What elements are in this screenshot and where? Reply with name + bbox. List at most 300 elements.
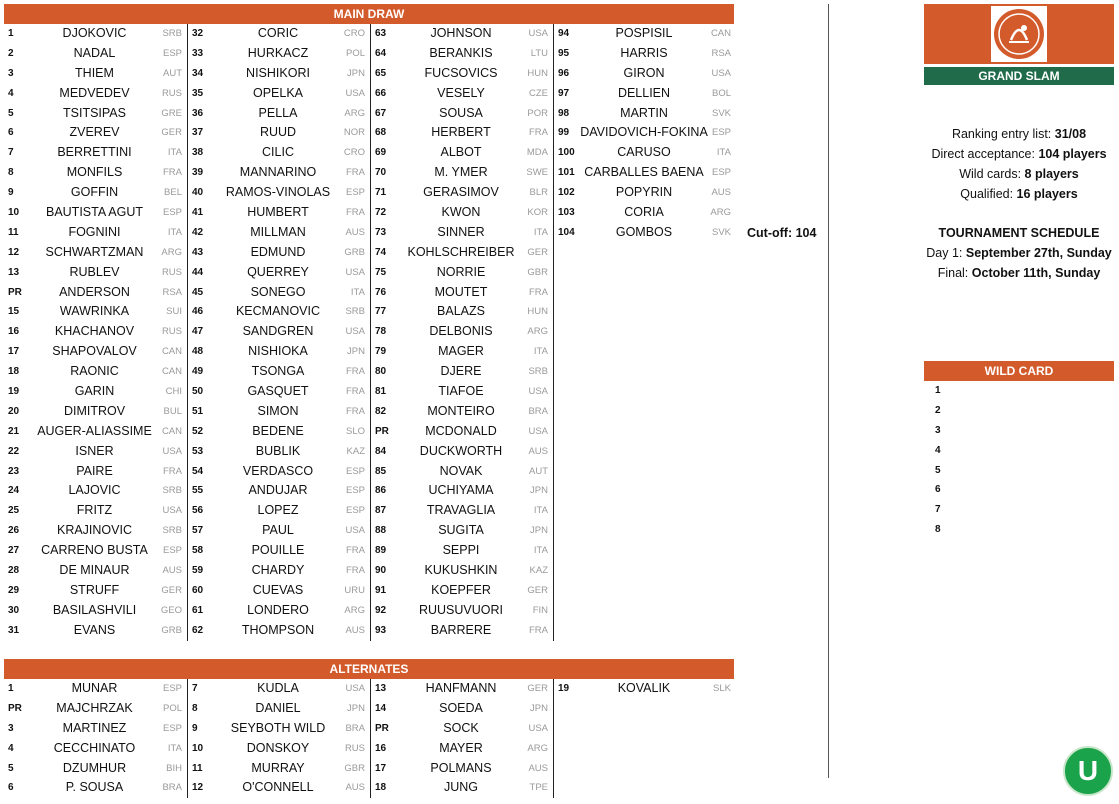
player-name: KOHLSCHREIBER — [407, 244, 515, 259]
seed-number: 11 — [8, 226, 19, 238]
main_draw-row — [371, 84, 553, 104]
player-name: EVANS — [73, 622, 116, 637]
seed-number: 86 — [375, 485, 387, 497]
country-code: POL — [162, 702, 182, 714]
player-name: VERDASCO — [242, 463, 314, 478]
seed-number: 59 — [192, 565, 204, 577]
seed-number: 57 — [192, 525, 204, 537]
country-code: LTU — [530, 47, 548, 59]
player-name: MURRAY — [251, 760, 305, 775]
seed-number: 31 — [8, 624, 20, 636]
country-code: FRA — [529, 286, 548, 298]
seed-number: 21 — [8, 425, 20, 437]
main_draw-row — [188, 302, 370, 322]
player-name: CILIC — [262, 145, 294, 160]
country-code: USA — [711, 67, 731, 79]
seed-number: 48 — [192, 346, 204, 358]
player-name: SINNER — [437, 224, 485, 239]
player-name: SANDGREN — [242, 324, 314, 339]
ranking-entry-list — [924, 124, 1114, 144]
alternates-table — [4, 679, 736, 798]
seed-number: PR — [375, 425, 389, 437]
alternates-row — [371, 719, 553, 739]
player-name: BAUTISTA AGUT — [45, 205, 143, 220]
player-name: TIAFOE — [438, 384, 484, 399]
country-code: RUS — [161, 87, 182, 99]
main_draw-row — [371, 442, 553, 462]
player-name: LONDERO — [247, 602, 309, 617]
alternates-column-3 — [371, 679, 554, 798]
main_draw-row — [4, 302, 187, 322]
country-code: FRA — [346, 386, 365, 398]
player-name: MCDONALD — [425, 423, 497, 438]
main_draw-row — [4, 24, 187, 44]
country-code: AUS — [528, 445, 548, 457]
seed-number: 39 — [192, 167, 204, 179]
seed-number: 18 — [8, 366, 20, 378]
wild-label: Wild cards: — [959, 167, 1025, 181]
final-value: October 11th, Sunday — [971, 266, 1101, 280]
main_draw-row — [371, 481, 553, 501]
seed-number: 33 — [192, 47, 204, 59]
seed-number: 36 — [192, 107, 204, 119]
country-code: ITA — [533, 545, 548, 557]
player-name: POSPISIL — [615, 26, 673, 40]
main_draw-row — [4, 581, 187, 601]
main_draw-row — [4, 422, 187, 442]
ranking-value: 31/08 — [1054, 127, 1087, 141]
seed-number: 1 — [8, 683, 14, 694]
country-code: ESP — [162, 722, 182, 734]
seed-number: 77 — [375, 306, 387, 318]
main_draw-row — [188, 581, 370, 601]
wild-card-header: WILD CARD — [924, 361, 1114, 381]
main_draw-row — [371, 123, 553, 143]
country-code: GER — [161, 127, 182, 139]
player-name: KOVALIK — [617, 681, 671, 695]
player-name: RAMOS-VINOLAS — [225, 185, 331, 200]
main_draw-row — [4, 163, 187, 183]
main_draw-row — [188, 104, 370, 124]
seed-number: 12 — [192, 782, 204, 794]
main_draw-row — [4, 342, 187, 362]
player-name: TRAVAGLIA — [426, 503, 496, 518]
seed-number: 35 — [192, 87, 204, 99]
seed-number: 29 — [8, 584, 20, 596]
main_draw-row — [188, 541, 370, 561]
player-name: P. SOUSA — [65, 780, 124, 795]
player-name: THIEM — [75, 65, 114, 80]
seed-number: 6 — [8, 127, 14, 139]
main_draw-row — [4, 501, 187, 521]
player-name: EDMUND — [250, 244, 306, 259]
seed-number: 23 — [8, 465, 20, 477]
country-code: BRA — [345, 722, 365, 734]
player-name: KECMANOVIC — [235, 304, 321, 319]
main_draw-row — [371, 104, 553, 124]
seed-number: 73 — [375, 226, 387, 238]
direct-acceptance — [924, 144, 1114, 164]
player-name: HARRIS — [620, 45, 668, 60]
seed-number: 7 — [8, 147, 14, 159]
seed-number: 80 — [375, 366, 387, 378]
seed-number: 3 — [8, 67, 14, 79]
player-name: ISNER — [75, 443, 114, 458]
seed-number: 19 — [558, 683, 570, 694]
main_draw-row — [371, 402, 553, 422]
player-name: KWON — [441, 205, 481, 220]
player-name: BUBLIK — [255, 443, 301, 458]
country-code: USA — [528, 425, 548, 437]
schedule-final — [924, 263, 1114, 283]
country-code: USA — [162, 505, 182, 517]
country-code: FRA — [163, 465, 182, 477]
country-code: AUS — [162, 565, 182, 577]
seed-number: 13 — [375, 683, 387, 694]
country-code: ARG — [161, 246, 182, 258]
player-name: JOHNSON — [430, 26, 492, 40]
country-code: ITA — [533, 226, 548, 238]
player-name: DJOKOVIC — [62, 26, 127, 40]
main_draw-row — [4, 442, 187, 462]
player-name: SOUSA — [439, 105, 483, 120]
wild-cards-count — [924, 164, 1114, 184]
seed-number: 71 — [375, 187, 387, 199]
player-name: MAJCHRZAK — [56, 700, 133, 715]
seed-number: 45 — [192, 286, 204, 298]
country-code: FRA — [346, 366, 365, 378]
seed-number: PR — [8, 286, 22, 298]
country-code: ESP — [345, 187, 365, 199]
wild-card-slot — [924, 461, 1114, 481]
seed-number: 102 — [558, 187, 575, 199]
country-code: KAZ — [529, 565, 548, 577]
seed-number: 98 — [558, 107, 570, 119]
player-name: FRITZ — [76, 503, 113, 518]
country-code: BUL — [163, 405, 182, 417]
player-name: SHAPOVALOV — [52, 344, 137, 359]
country-code: ESP — [711, 167, 731, 179]
player-name: KHACHANOV — [54, 324, 135, 339]
main_draw-row — [371, 521, 553, 541]
main-draw-column-3 — [371, 24, 554, 641]
player-name: MILLMAN — [250, 224, 306, 239]
country-code: AUT — [163, 67, 182, 79]
seed-number: 100 — [558, 147, 575, 159]
player-name: GARIN — [74, 384, 115, 399]
country-code: RUS — [161, 326, 182, 338]
country-code: SWE — [526, 167, 548, 179]
player-name: BARRERE — [430, 622, 492, 637]
main_draw-row — [4, 362, 187, 382]
player-name: CARUSO — [617, 145, 671, 160]
alternates-column-2 — [188, 679, 371, 798]
qualified-count — [924, 184, 1114, 204]
main-draw-column-4 — [554, 24, 736, 641]
main_draw-row — [371, 223, 553, 243]
seed-number: 61 — [192, 604, 204, 616]
seed-number: 99 — [558, 127, 570, 139]
main_draw-row — [554, 104, 736, 124]
country-code: AUS — [528, 762, 548, 774]
alternates-row — [4, 699, 187, 719]
main_draw-row — [188, 203, 370, 223]
main_draw-row — [4, 561, 187, 581]
alternates-row — [188, 778, 370, 798]
main_draw-row — [371, 283, 553, 303]
main_draw-row — [371, 382, 553, 402]
seed-number: 44 — [192, 266, 204, 278]
seed-number: 63 — [375, 28, 387, 39]
seed-number: 10 — [192, 742, 204, 754]
seed-number: 82 — [375, 405, 387, 417]
main_draw-row — [188, 84, 370, 104]
country-code: CHI — [165, 386, 182, 398]
country-code: GRE — [161, 107, 182, 119]
player-name: AUGER-ALIASSIME — [37, 423, 152, 438]
main_draw-row — [188, 621, 370, 641]
main_draw-row — [371, 44, 553, 64]
seed-number: 68 — [375, 127, 387, 139]
player-name: KOEPFER — [431, 582, 491, 597]
country-code: SUI — [166, 306, 182, 318]
player-name: LAJOVIC — [68, 483, 121, 498]
seed-number: 92 — [375, 604, 387, 616]
player-name: DELLIEN — [617, 85, 671, 100]
player-name: ZVEREV — [69, 125, 120, 140]
player-name: POLMANS — [430, 760, 492, 775]
main_draw-row — [371, 422, 553, 442]
player-name: KUKUSHKIN — [424, 563, 498, 578]
seed-number: 6 — [8, 782, 14, 794]
country-code: GRB — [161, 624, 182, 636]
seed-number: 4 — [8, 742, 14, 754]
country-code: SLO — [345, 425, 365, 437]
main-draw-column-2 — [188, 24, 371, 641]
country-code: FRA — [529, 624, 548, 636]
country-code: RUS — [161, 266, 182, 278]
main_draw-row — [4, 382, 187, 402]
main_draw-row — [188, 44, 370, 64]
main_draw-row — [188, 263, 370, 283]
country-code: AUS — [711, 187, 731, 199]
seed-number: 104 — [558, 226, 575, 238]
tournament-logo-panel — [924, 4, 1114, 84]
country-code: FRA — [346, 545, 365, 557]
wild-card-number: 2 — [935, 404, 941, 416]
alternates-row — [4, 719, 187, 739]
country-code: ESP — [345, 485, 365, 497]
seed-number: 8 — [192, 702, 198, 714]
country-code: JPN — [347, 67, 365, 79]
player-name: GERASIMOV — [423, 185, 499, 200]
seed-number: 16 — [8, 326, 20, 338]
seed-number: 56 — [192, 505, 204, 517]
player-name: DONSKOY — [246, 740, 310, 755]
main_draw-row — [188, 362, 370, 382]
player-name: NORRIE — [436, 264, 486, 279]
country-code: BIH — [166, 762, 182, 774]
seed-number: 96 — [558, 67, 570, 79]
player-name: PELLA — [258, 105, 298, 120]
seed-number: 69 — [375, 147, 387, 159]
alternates-row — [371, 699, 553, 719]
main_draw-row — [4, 44, 187, 64]
main_draw-row — [188, 422, 370, 442]
alternates-row — [371, 679, 553, 699]
player-name: POUILLE — [251, 543, 305, 558]
country-code: ESP — [162, 47, 182, 59]
country-code: AUS — [345, 624, 365, 636]
player-name: CORIC — [257, 26, 299, 40]
seed-number: 1 — [8, 28, 14, 39]
main_draw-row — [554, 64, 736, 84]
country-code: POL — [345, 47, 365, 59]
player-name: SCHWARTZMAN — [45, 244, 144, 259]
player-name: RUUD — [259, 125, 297, 140]
player-name: RUBLEV — [69, 264, 120, 279]
seed-number: 40 — [192, 187, 204, 199]
seed-number: 43 — [192, 246, 204, 258]
main_draw-row — [371, 243, 553, 263]
wild-value: 8 players — [1024, 167, 1079, 181]
alternates-column-1 — [4, 679, 188, 798]
country-code: JPN — [347, 702, 365, 714]
country-code: HUN — [527, 67, 548, 79]
player-name: HUMBERT — [247, 205, 309, 220]
main_draw-row — [4, 322, 187, 342]
player-name: DANIEL — [255, 700, 301, 715]
country-code: BOL — [711, 87, 731, 99]
country-code: URU — [344, 584, 365, 596]
country-code: USA — [528, 722, 548, 734]
country-code: ITA — [350, 286, 365, 298]
country-code: GBR — [527, 266, 548, 278]
player-name: SOCK — [443, 720, 479, 735]
main_draw-row — [4, 481, 187, 501]
country-code: GRB — [344, 246, 365, 258]
country-code: USA — [345, 683, 365, 694]
player-name: TSONGA — [251, 364, 305, 379]
main_draw-row — [371, 342, 553, 362]
main_draw-row — [371, 621, 553, 641]
country-code: JPN — [347, 346, 365, 358]
day1-label: Day 1: — [926, 246, 966, 260]
alternates-row — [188, 699, 370, 719]
alternates-row — [188, 759, 370, 779]
country-code: ESP — [162, 683, 182, 694]
seed-number: 32 — [192, 28, 204, 39]
main_draw-row — [371, 541, 553, 561]
player-name: BEDENE — [252, 423, 304, 438]
seed-number: 8 — [8, 167, 14, 179]
seed-number: 9 — [8, 187, 14, 199]
player-name: SONEGO — [250, 284, 306, 299]
seed-number: 41 — [192, 207, 204, 219]
country-code: JPN — [530, 702, 548, 714]
direct-value: 104 players — [1038, 147, 1107, 161]
ranking-label: Ranking entry list: — [951, 127, 1055, 141]
country-code: ARG — [344, 107, 365, 119]
player-name: MEDVEDEV — [59, 85, 130, 100]
seed-number: 19 — [8, 386, 20, 398]
wild-card-slot — [924, 480, 1114, 500]
country-code: JPN — [530, 485, 548, 497]
main_draw-row — [371, 203, 553, 223]
country-code: POR — [527, 107, 548, 119]
main_draw-row — [4, 541, 187, 561]
player-name: CORIA — [624, 205, 664, 220]
seed-number: 58 — [192, 545, 204, 557]
country-code: SVK — [711, 107, 731, 119]
player-name: O'CONNELL — [242, 780, 314, 795]
player-name: FUCSOVICS — [424, 65, 498, 80]
seed-number: 42 — [192, 226, 204, 238]
country-code: USA — [528, 386, 548, 398]
country-code: KAZ — [346, 445, 365, 457]
seed-number: 87 — [375, 505, 387, 517]
player-name: QUERREY — [247, 264, 309, 279]
seed-number: 51 — [192, 405, 204, 417]
main_draw-row — [4, 183, 187, 203]
wild-card-slot — [924, 500, 1114, 520]
seed-number: 22 — [8, 445, 20, 457]
seed-number: 52 — [192, 425, 204, 437]
player-name: PAIRE — [76, 463, 113, 478]
seed-number: 37 — [192, 127, 204, 139]
seed-number: 62 — [192, 624, 204, 636]
seed-number: 15 — [8, 306, 20, 318]
main_draw-row — [4, 283, 187, 303]
player-name: MANNARINO — [239, 165, 317, 180]
country-code: USA — [345, 525, 365, 537]
final-label: Final: — [937, 266, 972, 280]
country-code: ITA — [167, 147, 182, 159]
player-name: DAVIDOVICH-FOKINA — [580, 125, 708, 140]
seed-number: 46 — [192, 306, 204, 318]
country-code: JPN — [530, 525, 548, 537]
seed-number: 84 — [375, 445, 387, 457]
main_draw-row — [371, 501, 553, 521]
alternates-row — [4, 739, 187, 759]
section-divider — [828, 4, 829, 778]
country-code: CZE — [529, 87, 548, 99]
country-code: GBR — [344, 762, 365, 774]
main_draw-row — [188, 243, 370, 263]
seed-number: 27 — [8, 545, 20, 557]
country-code: GER — [527, 683, 548, 694]
player-name: NADAL — [73, 45, 116, 60]
wild-card-list — [924, 381, 1114, 540]
main_draw-row — [4, 104, 187, 124]
main_draw-row — [188, 24, 370, 44]
roland-garros-emblem-icon — [991, 6, 1047, 62]
seed-number: 11 — [192, 762, 203, 774]
wild-card-number: 1 — [935, 385, 941, 396]
seed-number: 38 — [192, 147, 204, 159]
country-code: MDA — [526, 147, 548, 159]
seed-number: 3 — [8, 722, 14, 734]
country-code: FRA — [346, 207, 365, 219]
seed-number: 101 — [558, 167, 575, 179]
seed-number: 54 — [192, 465, 204, 477]
main_draw-row — [188, 462, 370, 482]
player-name: MAGER — [438, 344, 484, 359]
country-code: SLK — [713, 683, 731, 694]
player-name: GIRON — [623, 65, 665, 80]
main_draw-row — [188, 382, 370, 402]
cutoff-label: Cut-off: 104 — [747, 226, 817, 240]
